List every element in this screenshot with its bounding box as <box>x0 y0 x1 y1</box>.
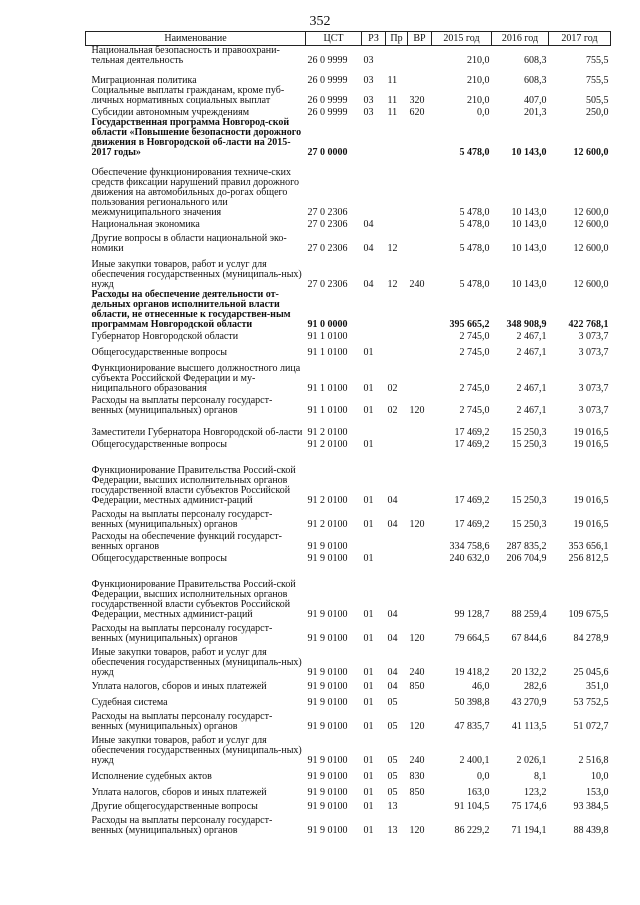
cell-vr: 850 <box>409 787 425 798</box>
cell-vr <box>408 438 432 450</box>
cell-2016: 71 194,1 <box>511 825 547 836</box>
cell-pr: 04 <box>387 681 398 692</box>
header-cst: ЦСТ <box>306 32 362 46</box>
cell-2016: 10 143,0 <box>511 219 547 230</box>
cell-2015: 5 478,0 <box>459 219 490 230</box>
cell-2016: 67 844,6 <box>511 633 547 644</box>
cell-cst: 91 9 0100 <box>307 755 348 766</box>
cell-2015: 47 835,7 <box>454 721 490 732</box>
cell-vr <box>408 342 432 358</box>
cell-2017: 2 516,8 <box>578 755 609 766</box>
cell-pr <box>386 46 408 67</box>
cell-name: Уплата налогов, сборов и иных платежей <box>91 787 267 798</box>
table-row <box>86 330 611 342</box>
cell-2017: 12 600,0 <box>573 207 609 218</box>
cell-2015: 5 478,0 <box>459 279 490 290</box>
cell-2015: 240 632,0 <box>449 553 490 564</box>
header-2015: 2015 год <box>432 32 492 46</box>
cell-2016: 206 704,9 <box>506 553 547 564</box>
cell-vr: 120 <box>409 825 425 836</box>
cell-2017: 153,0 <box>586 787 609 798</box>
cell-rz: 01 <box>363 609 374 620</box>
cell-rz <box>362 530 386 552</box>
cell-rz: 01 <box>363 347 374 358</box>
cell-pr: 02 <box>387 405 398 416</box>
cell-2015: 210,0 <box>467 95 490 106</box>
cell-cst: 91 9 0100 <box>307 787 348 798</box>
cell-rz <box>362 330 386 342</box>
cell-pr: 13 <box>387 825 398 836</box>
cell-name: Иные закупки товаров, работ и услуг для обеспечения государственных (муниципаль-ных) нужд <box>91 735 302 766</box>
cell-2017: 755,5 <box>586 75 609 86</box>
cell-2015: 46,0 <box>472 681 490 692</box>
cell-rz: 03 <box>363 95 374 106</box>
cell-pr <box>386 552 408 564</box>
cell-2017: 353 656,1 <box>568 541 609 552</box>
cell-rz: 01 <box>363 405 374 416</box>
cell-cst: 91 9 0100 <box>307 801 348 812</box>
cell-2017: 88 439,8 <box>573 825 609 836</box>
table-row <box>86 46 611 67</box>
cell-2017: 12 600,0 <box>573 243 609 254</box>
cell-name: Губернатор Новгородской области <box>91 331 239 342</box>
cell-cst: 91 1 0100 <box>307 383 348 394</box>
cell-name: Миграционная политика <box>91 75 197 86</box>
cell-pr: 11 <box>387 95 398 106</box>
cell-rz: 01 <box>363 495 374 506</box>
cell-2016: 201,3 <box>524 107 547 118</box>
table-row <box>86 218 611 230</box>
cell-2016: 10 143,0 <box>511 243 547 254</box>
cell-rz <box>362 118 386 158</box>
cell-2017: 422 768,1 <box>568 319 609 330</box>
cell-rz: 04 <box>363 279 374 290</box>
table-row <box>86 552 611 564</box>
cell-cst: 27 0 2306 <box>307 243 348 254</box>
cell-pr <box>386 158 408 218</box>
cell-2015: 0,0 <box>477 771 490 782</box>
cell-vr <box>408 158 432 218</box>
cell-vr <box>408 330 432 342</box>
cell-pr: 04 <box>387 495 398 506</box>
cell-pr <box>386 342 408 358</box>
table-row <box>86 732 611 766</box>
cell-name: Функционирование Правительства Россий-ской Федерации, высших исполнительных органов государственной власти субъектов Российской Федерации, местных админист-раций <box>91 465 296 506</box>
cell-name: Расходы на обеспечение деятельности от-дельных органов исполнительной власти области, не отнесенные к государствен-ным программам Новгородской области <box>91 289 291 330</box>
cell-vr: 850 <box>409 681 425 692</box>
cell-2017: 109 675,5 <box>568 609 609 620</box>
cell-rz <box>362 158 386 218</box>
cell-2016: 20 132,2 <box>511 667 547 678</box>
cell-pr <box>386 330 408 342</box>
cell-2016: 15 250,3 <box>511 495 547 506</box>
table-row <box>86 438 611 450</box>
cell-vr: 120 <box>409 519 425 530</box>
cell-2015: 91 104,5 <box>454 801 490 812</box>
table-row <box>86 766 611 782</box>
cell-2015: 17 469,2 <box>454 495 490 506</box>
cell-2017: 84 278,9 <box>573 633 609 644</box>
cell-2015: 5 478,0 <box>459 147 490 158</box>
cell-2016: 2 467,1 <box>516 331 547 342</box>
cell-rz: 04 <box>363 243 374 254</box>
cell-rz: 03 <box>363 107 374 118</box>
cell-2015: 163,0 <box>467 787 490 798</box>
cell-2015: 210,0 <box>467 55 490 66</box>
cell-pr <box>386 438 408 450</box>
cell-vr <box>408 416 432 438</box>
table-row <box>86 416 611 438</box>
cell-cst: 91 1 0100 <box>307 347 348 358</box>
cell-2017: 25 045,6 <box>573 667 609 678</box>
cell-2016: 88 259,4 <box>511 609 547 620</box>
header-rz: РЗ <box>362 32 386 46</box>
cell-2016: 41 113,5 <box>511 721 547 732</box>
table-row <box>86 620 611 644</box>
cell-cst: 26 0 9999 <box>307 75 348 86</box>
cell-vr <box>408 552 432 564</box>
cell-2016: 2 467,1 <box>516 383 547 394</box>
cell-name: Расходы на выплаты персоналу государст-венных (муниципальных) органов <box>91 623 273 644</box>
cell-pr: 11 <box>387 75 398 86</box>
table-row <box>86 782 611 798</box>
cell-2017: 19 016,5 <box>573 427 609 438</box>
cell-2017: 3 073,7 <box>578 331 609 342</box>
cell-rz: 03 <box>363 75 374 86</box>
cell-2017: 19 016,5 <box>573 495 609 506</box>
cell-2017: 53 752,5 <box>573 697 609 708</box>
cell-2016: 608,3 <box>524 55 547 66</box>
cell-cst: 91 2 0100 <box>307 495 348 506</box>
table-row <box>86 692 611 708</box>
cell-name: Национальная экономика <box>91 219 200 230</box>
cell-2016: 10 143,0 <box>511 207 547 218</box>
cell-rz: 01 <box>363 721 374 732</box>
cell-2016: 8,1 <box>534 771 547 782</box>
cell-vr <box>408 798 432 812</box>
cell-rz: 04 <box>363 219 374 230</box>
cell-name: Функционирование высшего должностного лица субъекта Российской Федерации и му-ниципального образования <box>91 363 301 394</box>
cell-pr: 02 <box>387 383 398 394</box>
cell-rz: 01 <box>363 771 374 782</box>
table-row <box>86 394 611 416</box>
table-row <box>86 450 611 506</box>
cell-vr <box>408 358 432 394</box>
cell-name: Иные закупки товаров, работ и услуг для обеспечения государственных (муниципаль-ных) нужд <box>91 259 302 290</box>
cell-cst: 26 0 9999 <box>307 107 348 118</box>
cell-cst: 91 9 0100 <box>307 825 348 836</box>
cell-2016: 10 143,0 <box>511 147 547 158</box>
cell-name: Субсидии автономным учреждениям <box>91 107 250 118</box>
cell-cst: 27 0 2306 <box>307 219 348 230</box>
cell-pr: 12 <box>387 243 398 254</box>
cell-cst: 91 9 0100 <box>307 633 348 644</box>
cell-2015: 86 229,2 <box>454 825 490 836</box>
cell-2016: 282,6 <box>524 681 547 692</box>
cell-cst: 27 0 0000 <box>307 147 348 158</box>
cell-vr <box>408 46 432 67</box>
cell-2016: 10 143,0 <box>511 279 547 290</box>
cell-name: Другие общегосударственные вопросы <box>91 801 258 812</box>
cell-2015: 5 478,0 <box>459 207 490 218</box>
cell-cst: 91 1 0100 <box>307 331 348 342</box>
cell-pr: 05 <box>387 721 398 732</box>
cell-vr: 120 <box>409 721 425 732</box>
header-vr: ВР <box>408 32 432 46</box>
cell-name: Обеспечение функционирования техниче-ских средств фиксации нарушений правил дорожного движения на автомобильных до-рогах общего пользования регионального или межмуниципального значения <box>91 167 300 218</box>
cell-2017: 3 073,7 <box>578 383 609 394</box>
cell-cst: 26 0 9999 <box>307 95 348 106</box>
cell-rz: 01 <box>363 825 374 836</box>
cell-2015: 334 758,6 <box>449 541 490 552</box>
cell-rz: 01 <box>363 633 374 644</box>
cell-pr <box>386 118 408 158</box>
cell-name: Общегосударственные вопросы <box>91 553 227 564</box>
cell-vr <box>408 66 432 86</box>
page-number: 352 <box>309 14 331 29</box>
cell-pr: 05 <box>387 755 398 766</box>
cell-rz: 01 <box>363 667 374 678</box>
cell-2017: 3 073,7 <box>578 405 609 416</box>
cell-pr <box>386 218 408 230</box>
cell-rz: 01 <box>363 439 374 450</box>
cell-2015: 17 469,2 <box>454 427 490 438</box>
cell-pr <box>386 530 408 552</box>
cell-name: Функционирование Правительства Россий-ской Федерации, высших исполнительных органов государственной власти субъектов Российской Федерации, местных админист-раций <box>91 579 296 620</box>
cell-rz: 01 <box>363 755 374 766</box>
cell-rz: 01 <box>363 697 374 708</box>
cell-vr: 120 <box>409 633 425 644</box>
table-row <box>86 812 611 836</box>
cell-rz: 03 <box>363 55 374 66</box>
cell-rz: 01 <box>363 787 374 798</box>
header-name: Наименование <box>86 32 306 46</box>
table-header-row <box>86 32 611 46</box>
cell-vr <box>408 290 432 330</box>
cell-cst: 91 9 0100 <box>307 681 348 692</box>
cell-cst: 91 9 0100 <box>307 553 348 564</box>
cell-2016: 407,0 <box>524 95 547 106</box>
table-row <box>86 678 611 692</box>
cell-name: Общегосударственные вопросы <box>91 347 227 358</box>
header-2016: 2016 год <box>492 32 549 46</box>
cell-rz: 01 <box>363 681 374 692</box>
cell-pr: 04 <box>387 609 398 620</box>
cell-name: Социальные выплаты гражданам, кроме пуб-личных нормативных социальных выплат <box>91 85 285 106</box>
cell-2017: 351,0 <box>586 681 609 692</box>
budget-table <box>85 31 611 836</box>
cell-cst: 91 2 0100 <box>307 439 348 450</box>
cell-vr <box>408 692 432 708</box>
table-row <box>86 158 611 218</box>
cell-2015: 17 469,2 <box>454 519 490 530</box>
cell-rz: 01 <box>363 383 374 394</box>
table-row <box>86 564 611 620</box>
cell-2015: 2 400,1 <box>459 755 490 766</box>
cell-2015: 2 745,0 <box>459 347 490 358</box>
cell-cst: 26 0 9999 <box>307 55 348 66</box>
cell-2017: 12 600,0 <box>573 279 609 290</box>
cell-name: Расходы на выплаты персоналу государст-венных (муниципальных) органов <box>91 815 273 836</box>
table-body <box>86 46 611 837</box>
cell-2017: 256 812,5 <box>568 553 609 564</box>
cell-vr <box>408 530 432 552</box>
cell-2015: 79 664,5 <box>454 633 490 644</box>
cell-cst: 91 9 0100 <box>307 697 348 708</box>
cell-2015: 19 418,2 <box>454 667 490 678</box>
cell-name: Другие вопросы в области национальной эко-номики <box>91 233 287 254</box>
cell-2016: 608,3 <box>524 75 547 86</box>
cell-2017: 250,0 <box>586 107 609 118</box>
cell-rz: 01 <box>363 553 374 564</box>
cell-cst: 91 9 0100 <box>307 771 348 782</box>
cell-name: Исполнение судебных актов <box>91 771 212 782</box>
cell-name: Общегосударственные вопросы <box>91 439 227 450</box>
header-pr: Пр <box>386 32 408 46</box>
cell-2017: 19 016,5 <box>573 519 609 530</box>
cell-pr: 13 <box>387 801 398 812</box>
cell-2015: 99 128,7 <box>454 609 490 620</box>
cell-cst: 91 0 0000 <box>307 319 348 330</box>
cell-vr <box>408 230 432 254</box>
table-row <box>86 254 611 290</box>
table-row <box>86 506 611 530</box>
cell-rz <box>362 416 386 438</box>
table-row <box>86 530 611 552</box>
table-row <box>86 86 611 106</box>
cell-vr: 240 <box>409 667 425 678</box>
cell-2016: 123,2 <box>524 787 547 798</box>
cell-pr: 04 <box>387 633 398 644</box>
cell-vr: 240 <box>409 755 425 766</box>
cell-2015: 2 745,0 <box>459 383 490 394</box>
cell-cst: 91 9 0100 <box>307 667 348 678</box>
header-2017: 2017 год <box>549 32 611 46</box>
cell-2015: 5 478,0 <box>459 243 490 254</box>
cell-pr: 11 <box>387 107 398 118</box>
cell-2016: 2 467,1 <box>516 347 547 358</box>
cell-vr: 830 <box>409 771 425 782</box>
cell-name: Расходы на выплаты персоналу государст-венных (муниципальных) органов <box>91 711 273 732</box>
cell-pr: 05 <box>387 787 398 798</box>
table-row <box>86 708 611 732</box>
table-row <box>86 290 611 330</box>
cell-cst: 27 0 2306 <box>307 279 348 290</box>
cell-2016: 2 026,1 <box>516 755 547 766</box>
cell-rz: 01 <box>363 519 374 530</box>
cell-2016: 43 270,9 <box>511 697 547 708</box>
cell-2016: 348 908,9 <box>506 319 547 330</box>
cell-cst: 91 1 0100 <box>307 405 348 416</box>
cell-vr: 240 <box>409 279 425 290</box>
table-row <box>86 644 611 678</box>
cell-rz <box>362 290 386 330</box>
cell-name: Расходы на выплаты персоналу государст-венных (муниципальных) органов <box>91 509 273 530</box>
cell-2015: 2 745,0 <box>459 405 490 416</box>
cell-vr: 120 <box>409 405 425 416</box>
cell-pr: 04 <box>387 519 398 530</box>
cell-name: Государственная программа Новгород-ской области «Повышение безопасности дорожного движения в Новгородской об-ласти на 2015-2017 годы» <box>91 117 302 158</box>
cell-2015: 50 398,8 <box>454 697 490 708</box>
cell-name: Уплата налогов, сборов и иных платежей <box>91 681 267 692</box>
cell-2016: 2 467,1 <box>516 405 547 416</box>
cell-cst: 91 2 0100 <box>307 519 348 530</box>
cell-2017: 19 016,5 <box>573 439 609 450</box>
cell-2015: 210,0 <box>467 75 490 86</box>
cell-cst: 91 2 0100 <box>307 427 348 438</box>
cell-vr: 620 <box>409 107 425 118</box>
table-row <box>86 118 611 158</box>
cell-pr <box>386 416 408 438</box>
cell-2017: 755,5 <box>586 55 609 66</box>
table-row <box>86 342 611 358</box>
cell-name: Национальная безопасность и правоохрани-тельная деятельность <box>91 45 280 66</box>
cell-2016: 15 250,3 <box>511 439 547 450</box>
cell-name: Заместители Губернатора Новгородской об-ласти <box>91 427 303 438</box>
cell-2016: 287 835,2 <box>506 541 547 552</box>
cell-vr: 320 <box>409 95 425 106</box>
cell-name: Расходы на выплаты персоналу государст-венных (муниципальных) органов <box>91 395 273 416</box>
cell-pr: 05 <box>387 697 398 708</box>
table-row <box>86 358 611 394</box>
cell-pr <box>386 290 408 330</box>
cell-2015: 0,0 <box>477 107 490 118</box>
cell-2017: 3 073,7 <box>578 347 609 358</box>
table-row <box>86 798 611 812</box>
cell-name: Расходы на обеспечение функций государст-венных органов <box>91 531 282 552</box>
cell-2015: 17 469,2 <box>454 439 490 450</box>
cell-vr <box>408 218 432 230</box>
cell-cst: 91 9 0100 <box>307 541 348 552</box>
cell-2016: 75 174,6 <box>511 801 547 812</box>
cell-2016: 15 250,3 <box>511 427 547 438</box>
cell-2017: 505,5 <box>586 95 609 106</box>
cell-2017: 12 600,0 <box>573 147 609 158</box>
cell-pr: 05 <box>387 771 398 782</box>
cell-pr: 12 <box>387 279 398 290</box>
cell-2017: 51 072,7 <box>573 721 609 732</box>
cell-vr <box>408 450 432 506</box>
cell-cst: 27 0 2306 <box>307 207 348 218</box>
cell-2017: 12 600,0 <box>573 219 609 230</box>
cell-vr <box>408 118 432 158</box>
cell-2017: 10,0 <box>591 771 609 782</box>
table-row <box>86 66 611 86</box>
cell-2015: 395 665,2 <box>449 319 490 330</box>
cell-2015: 2 745,0 <box>459 331 490 342</box>
table-row <box>86 230 611 254</box>
cell-2017: 93 384,5 <box>573 801 609 812</box>
cell-cst: 91 9 0100 <box>307 721 348 732</box>
cell-pr: 04 <box>387 667 398 678</box>
cell-vr <box>408 564 432 620</box>
cell-name: Судебная система <box>91 697 168 708</box>
cell-rz: 01 <box>363 801 374 812</box>
cell-name: Иные закупки товаров, работ и услуг для обеспечения государственных (муниципаль-ных) нужд <box>91 647 302 678</box>
cell-2016: 15 250,3 <box>511 519 547 530</box>
cell-cst: 91 9 0100 <box>307 609 348 620</box>
